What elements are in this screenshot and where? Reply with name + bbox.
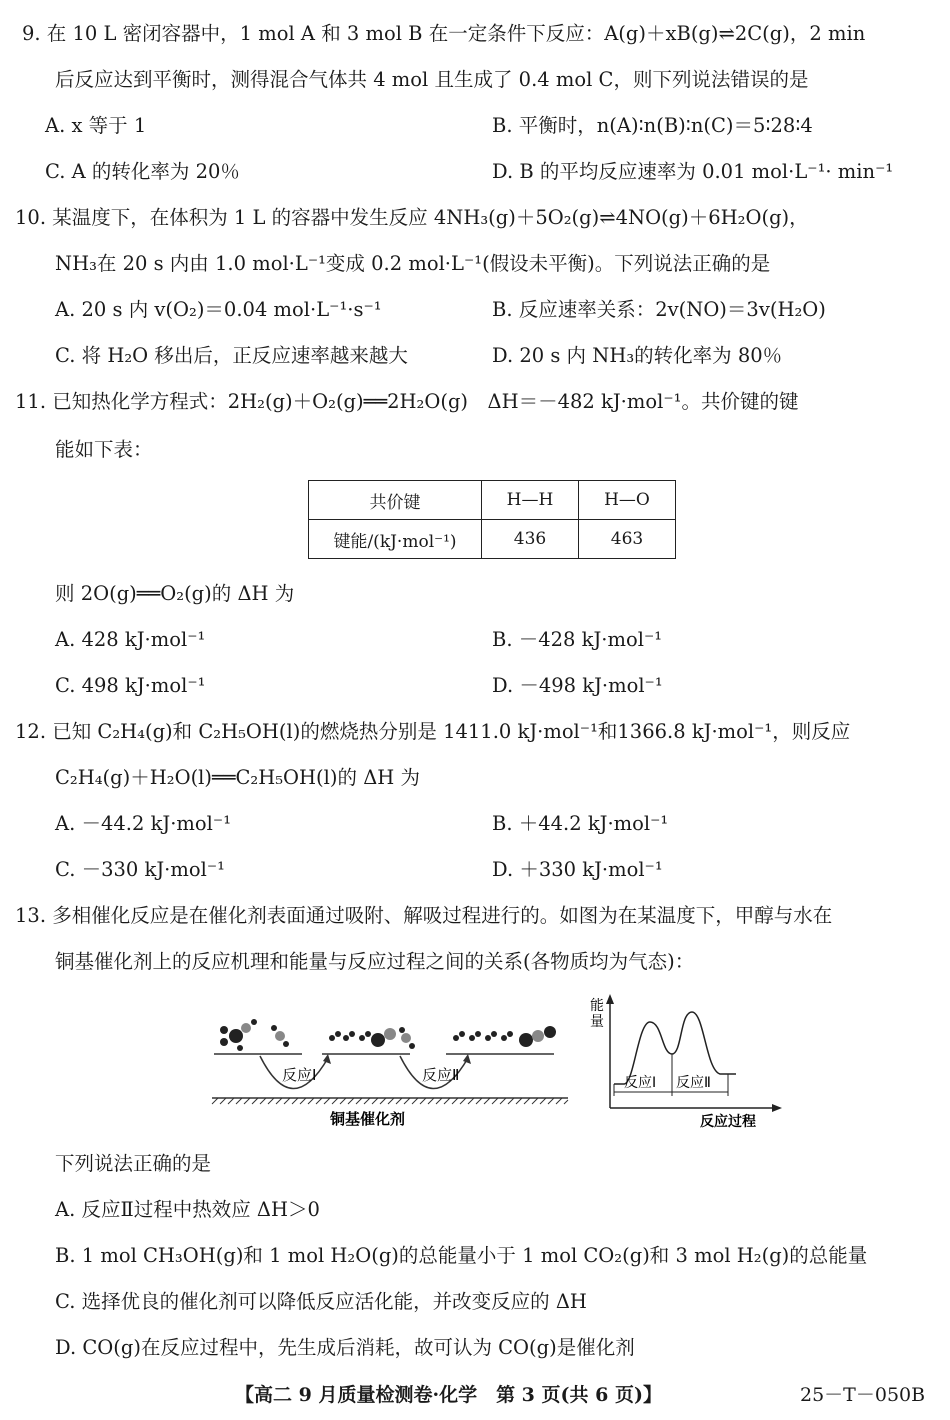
fig-label-reaction-1: 反应Ⅰ [282, 1066, 317, 1084]
q11-option-c: C. 498 kJ·mol⁻¹ [55, 674, 206, 697]
q9-stem-line1: 9. 在 10 L 密闭容器中，1 mol A 和 3 mol B 在一定条件下反应：A(g)＋xB(g)⇌2C(g)，2 min [22, 22, 866, 45]
table-cell: H—O [579, 481, 676, 520]
fig-x-axis-label: 反应过程 [700, 1114, 756, 1130]
q12-option-d: D. ＋330 kJ·mol⁻¹ [492, 858, 663, 881]
q13-stem-line3: 下列说法正确的是 [55, 1152, 212, 1175]
page-footer: 【高二 9 月质量检测卷·化学 第 3 页(共 6 页)】 [235, 1384, 662, 1406]
q11-option-b: B. －428 kJ·mol⁻¹ [492, 628, 663, 651]
q12-option-b: B. ＋44.2 kJ·mol⁻¹ [492, 812, 669, 835]
q13-option-c: C. 选择优良的催化剂可以降低反应活化能，并改变反应的 ΔH [55, 1290, 587, 1313]
q12-option-a: A. －44.2 kJ·mol⁻¹ [55, 812, 232, 835]
q9-option-b: B. 平衡时，n(A)∶n(B)∶n(C)＝5∶28∶4 [492, 114, 813, 137]
q9-option-a: A. x 等于 1 [45, 114, 147, 137]
q12-stem-line2: C₂H₄(g)＋H₂O(l)══C₂H₅OH(l)的 ΔH 为 [55, 766, 420, 789]
q13-option-b: B. 1 mol CH₃OH(g)和 1 mol H₂O(g)的总能量小于 1 mol CO₂(g)和 3 mol H₂(g)的总能量 [55, 1244, 868, 1267]
table-cell: 436 [482, 520, 579, 559]
q10-stem-line2: NH₃在 20 s 内由 1.0 mol·L⁻¹变成 0.2 mol·L⁻¹(假设未平衡)。下列说法正确的是 [55, 252, 771, 275]
fig-label-reaction-2: 反应Ⅱ [422, 1066, 460, 1084]
fig-energy-axis-label-1: 能 [590, 998, 604, 1014]
reaction-mechanism-figure [210, 992, 570, 1132]
fig-energy-label-reaction-2: 反应Ⅱ [676, 1075, 711, 1091]
paper-code: 25－T－050B [800, 1384, 926, 1406]
q11-option-d: D. －498 kJ·mol⁻¹ [492, 674, 663, 697]
fig-label-catalyst: 铜基催化剂 [330, 1110, 406, 1128]
table-cell: 共价键 [309, 481, 482, 520]
q11-stem-line1: 11. 已知热化学方程式：2H₂(g)＋O₂(g)══2H₂O(g) ΔH＝－482 kJ·mol⁻¹。共价键的键 [15, 390, 799, 413]
table-header-row [309, 481, 676, 520]
fig-energy-label-reaction-1: 反应Ⅰ [624, 1075, 657, 1091]
q11-stem-line3: 则 2O(g)══O₂(g)的 ΔH 为 [55, 582, 295, 605]
q10-option-d: D. 20 s 内 NH₃的转化率为 80％ [492, 344, 783, 367]
energy-diagram-figure [588, 992, 788, 1132]
q13-option-d: D. CO(g)在反应过程中，先生成后消耗，故可认为 CO(g)是催化剂 [55, 1336, 635, 1359]
q10-option-a: A. 20 s 内 v(O₂)＝0.04 mol·L⁻¹·s⁻¹ [55, 298, 382, 321]
q10-stem-line1: 10. 某温度下，在体积为 1 L 的容器中发生反应 4NH₃(g)＋5O₂(g)⇌4NO(g)＋6H₂O(g)， [15, 206, 809, 229]
q12-stem-line1: 12. 已知 C₂H₄(g)和 C₂H₅OH(l)的燃烧热分别是 1411.0 kJ·mol⁻¹和1366.8 kJ·mol⁻¹，则反应 [15, 720, 851, 743]
q10-option-b: B. 反应速率关系：2v(NO)＝3v(H₂O) [492, 298, 826, 321]
bond-energy-table [308, 480, 676, 559]
table-cell: 键能/(kJ·mol⁻¹) [309, 520, 482, 559]
q13-option-a: A. 反应Ⅱ过程中热效应 ΔH＞0 [55, 1198, 320, 1221]
table-cell: 463 [579, 520, 676, 559]
q11-stem-line2: 能如下表： [55, 438, 153, 461]
q10-option-c: C. 将 H₂O 移出后，正反应速率越来越大 [55, 344, 408, 367]
table-row [309, 520, 676, 559]
q11-option-a: A. 428 kJ·mol⁻¹ [55, 628, 206, 651]
table-cell: H—H [482, 481, 579, 520]
q12-option-c: C. －330 kJ·mol⁻¹ [55, 858, 225, 881]
fig-energy-axis-label-2: 量 [590, 1014, 604, 1030]
q13-stem-line1: 13. 多相催化反应是在催化剂表面通过吸附、解吸过程进行的。如图为在某温度下，甲醇与水在 [15, 904, 833, 927]
q9-option-c: C. A 的转化率为 20％ [45, 160, 240, 183]
q9-option-d: D. B 的平均反应速率为 0.01 mol·L⁻¹· min⁻¹ [492, 160, 894, 183]
q13-stem-line2: 铜基催化剂上的反应机理和能量与反应过程之间的关系(各物质均为气态)： [55, 950, 695, 973]
q9-stem-line2: 后反应达到平衡时，测得混合气体共 4 mol 且生成了 0.4 mol C，则下列说法错误的是 [55, 68, 809, 91]
